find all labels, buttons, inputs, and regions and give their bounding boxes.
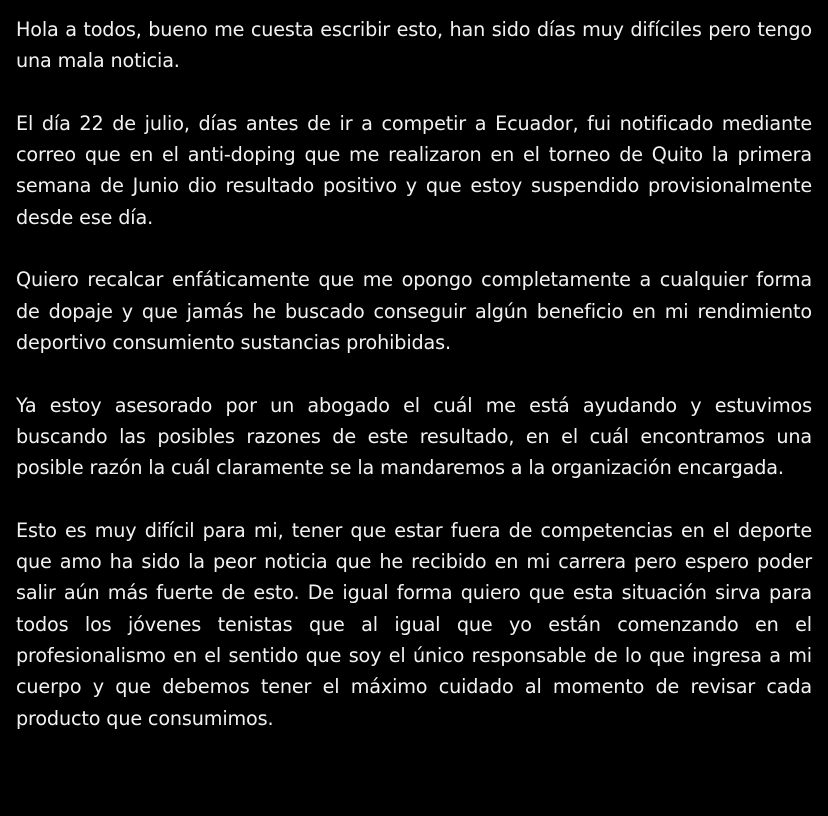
paragraph-legal: Ya estoy asesorado por un abogado el cuál me está ayudando y estuvimos buscando las posibles razones de este resultado, en el cuál encontramos una posible razón la cuál claramente se la mandaremos a la organización encargada. (16, 393, 812, 480)
paragraph-notification: El día 22 de julio, días antes de ir a competir a Ecuador, fui notificado mediante correo que en el anti-doping que me realizaron en el torneo de Quito la primera semana de Junio dio resultado positivo y que estoy suspendido provisionalmente desde ese día. (16, 111, 812, 229)
paragraph-closing: Esto es muy difícil para mi, tener que estar fuera de competencias en el deporte que amo ha sido la peor noticia que he recibido en mi carrera pero espero poder salir aún más fuerte de esto. De igual forma quiero que esta situación sirva para todos los jóvenes tenistas que al igual que yo están comenzando en el profesionalismo en el sentido que soy el único responsable de lo que ingresa a mi cuerpo y que debemos tener el máximo cuidado al momento de revisar cada producto que consumimos. (16, 518, 812, 730)
statement-text (16, 14, 812, 734)
paragraph-greeting: Hola a todos, bueno me cuesta escribir esto, han sido días muy difíciles pero tengo una mala noticia. (16, 18, 812, 73)
paragraph-stance: Quiero recalcar enfáticamente que me opongo completamente a cualquier forma de dopaje y que jamás he buscado conseguir algún beneficio en mi rendimiento deportivo consumiento sustancias prohibidas. (16, 268, 812, 354)
